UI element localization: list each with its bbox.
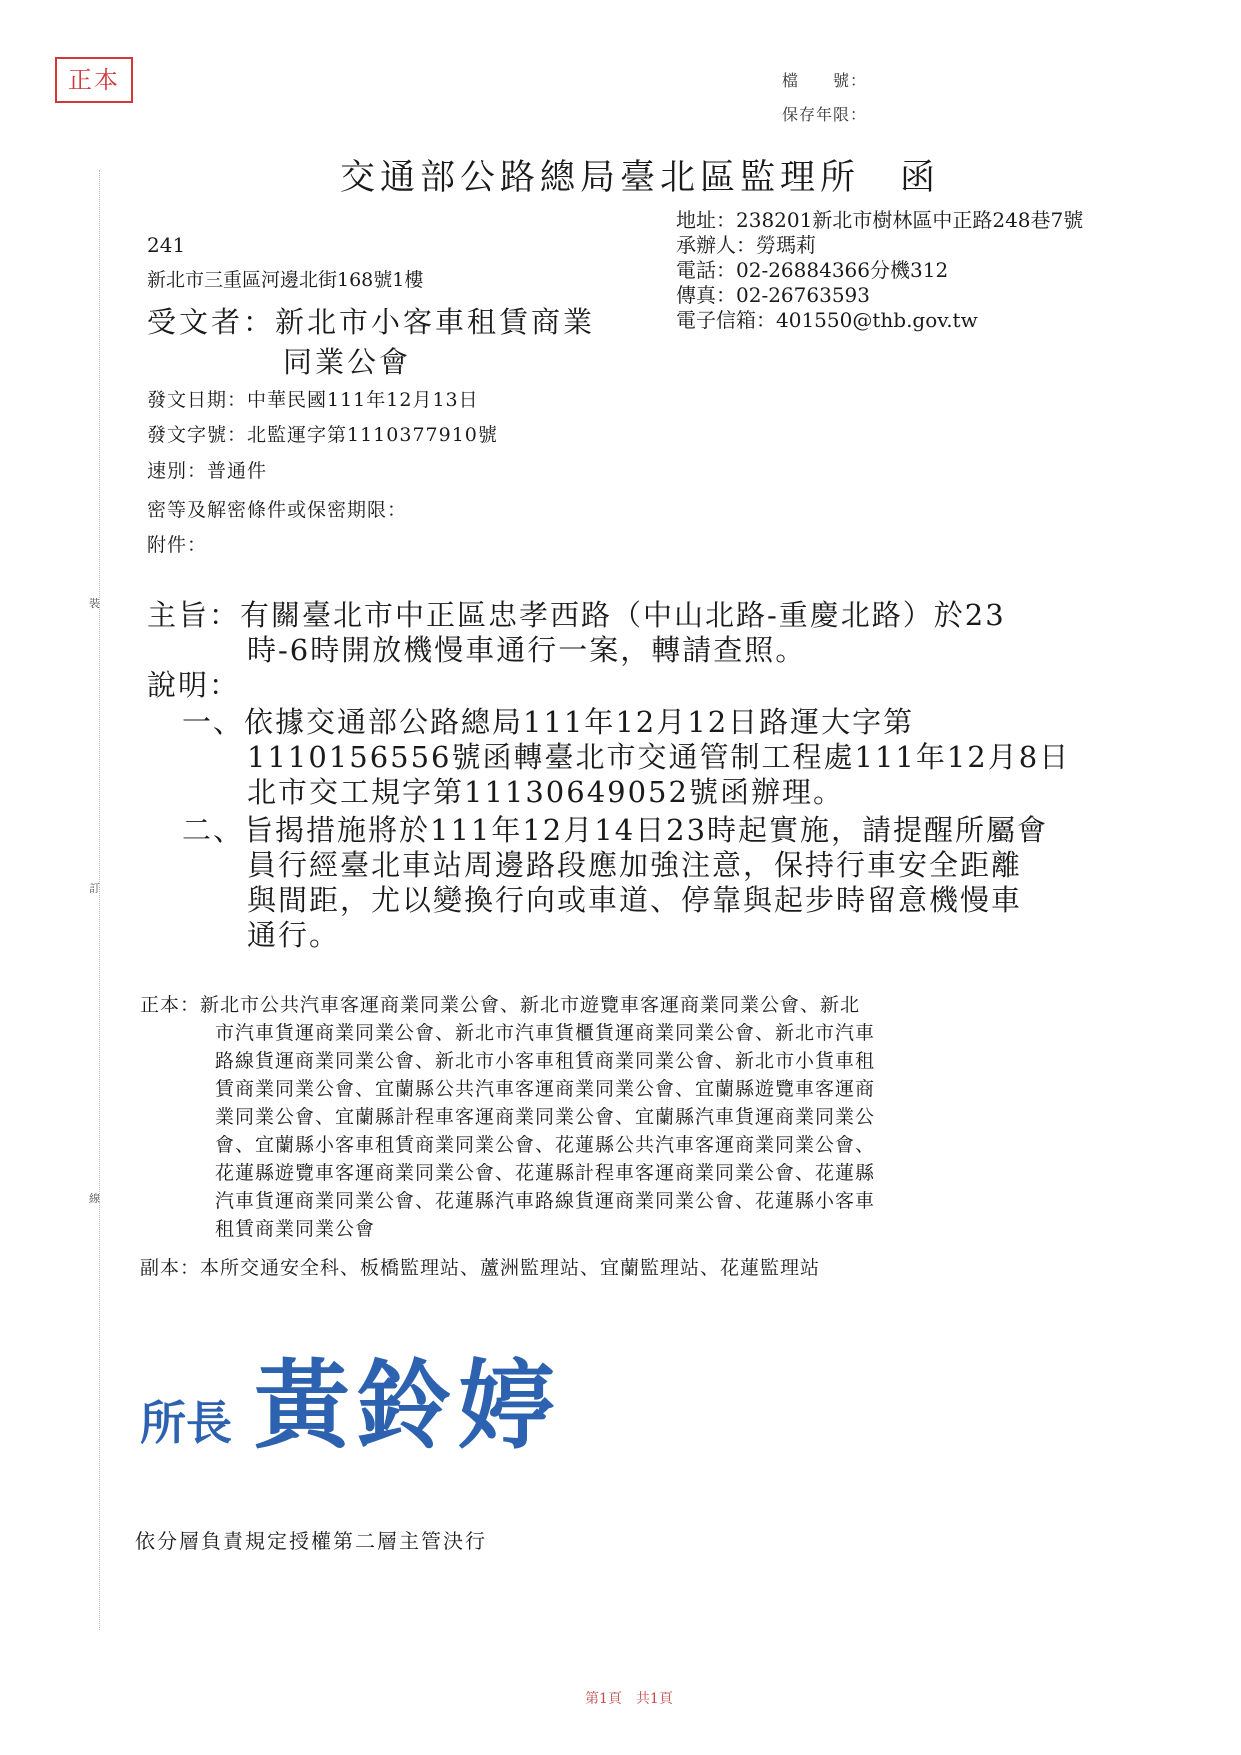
distribution-original-line1: 正本：新北市公共汽車客運商業同業公會、新北市遊覽車客運商業同業公會、新北 bbox=[140, 994, 861, 1016]
sender-officer: 承辦人：勞瑪莉 bbox=[676, 233, 816, 257]
explanation-item1-line1: 一、依據交通部公路總局111年12月12日路運大字第 bbox=[182, 705, 915, 739]
explanation-item2-line1: 二、旨揭措施將於111年12月14日23時起實施，請提醒所屬會 bbox=[182, 813, 1049, 847]
file-number-label: 檔 號： bbox=[782, 71, 868, 90]
priority: 速別：普通件 bbox=[147, 460, 268, 482]
document-title: 交通部公路總局臺北區監理所 函 bbox=[340, 158, 941, 198]
attachment: 附件： bbox=[147, 534, 208, 556]
subject-line1: 主旨：有關臺北市中正區忠孝西路（中山北路-重慶北路）於23 bbox=[147, 598, 1006, 632]
distribution-original-line2: 市汽車貨運商業同業公會、新北市汽車貨櫃貨運商業同業公會、新北市汽車 bbox=[215, 1022, 876, 1044]
issue-date: 發文日期：中華民國111年12月13日 bbox=[147, 389, 479, 411]
binding-mark-ding: 訂 bbox=[89, 882, 100, 895]
distribution-original-line7: 花蓮縣遊覽車客運商業同業公會、花蓮縣計程車客運商業同業公會、花蓮縣 bbox=[215, 1162, 876, 1184]
sender-phone: 電話：02-26884366分機312 bbox=[676, 258, 949, 282]
explanation-item2-line2: 員行經臺北車站周邊路段應加強注意，保持行車安全距離 bbox=[247, 848, 1023, 882]
delegation-note: 依分層負責規定授權第二層主管決行 bbox=[135, 1529, 487, 1553]
page-number: 第1頁 共1頁 bbox=[585, 1691, 673, 1707]
sender-fax: 傳真：02-26763593 bbox=[676, 283, 871, 307]
recipient-name-line2: 同業公會 bbox=[283, 345, 412, 379]
distribution-original-line4: 賃商業同業公會、宜蘭縣公共汽車客運商業同業公會、宜蘭縣遊覽車客運商 bbox=[215, 1078, 876, 1100]
sender-address: 地址：238201新北市樹林區中正路248巷7號 bbox=[676, 208, 1084, 232]
distribution-original-line9: 租賃商業同業公會 bbox=[215, 1218, 376, 1240]
explanation-item2-line3: 與間距，尤以變換行向或車道、停靠與起步時留意機慢車 bbox=[247, 883, 1023, 917]
distribution-copy: 副本：本所交通安全科、板橋監理站、蘆洲監理站、宜蘭監理站、花蓮監理站 bbox=[140, 1257, 821, 1279]
distribution-original-line3: 路線貨運商業同業公會、新北市小客車租賃商業同業公會、新北市小貨車租 bbox=[215, 1050, 876, 1072]
document-number: 發文字號：北監運字第1110377910號 bbox=[147, 424, 498, 446]
signature-title: 所長 bbox=[140, 1396, 232, 1450]
distribution-original-line8: 汽車貨運商業同業公會、花蓮縣汽車路線貨運商業同業公會、花蓮縣小客車 bbox=[215, 1190, 876, 1212]
retention-label: 保存年限： bbox=[782, 105, 868, 124]
explanation-label: 說明： bbox=[147, 668, 241, 702]
explanation-item2-line4: 通行。 bbox=[247, 918, 341, 952]
director-signature bbox=[140, 1330, 560, 1467]
distribution-original-line5: 業同業公會、宜蘭縣計程車客運商業同業公會、宜蘭縣汽車貨運商業同業公 bbox=[215, 1106, 876, 1128]
secrecy-level: 密等及解密條件或保密期限： bbox=[147, 499, 408, 521]
recipient-name-line1: 受文者：新北市小客車租賃商業 bbox=[147, 305, 596, 339]
recipient-postcode: 241 bbox=[147, 233, 186, 257]
distribution-original-line6: 會、宜蘭縣小客車租賃商業同業公會、花蓮縣公共汽車客運商業同業公會、 bbox=[215, 1134, 876, 1156]
sender-email: 電子信箱：401550@thb.gov.tw bbox=[676, 308, 978, 332]
explanation-item1-line2: 1110156556號函轉臺北市交通管制工程處111年12月8日 bbox=[247, 740, 1071, 774]
subject-line2: 時-6時開放機慢車通行一案，轉請查照。 bbox=[247, 633, 807, 667]
original-stamp: 正本 bbox=[55, 57, 133, 103]
explanation-item1-line3: 北市交工規字第11130649052號函辦理。 bbox=[247, 775, 844, 809]
signature-name: 黃鈴婷 bbox=[254, 1349, 560, 1462]
binding-mark-zhuang: 裝 bbox=[89, 597, 100, 610]
recipient-address: 新北市三重區河邊北街168號1樓 bbox=[147, 269, 424, 291]
binding-line bbox=[99, 170, 100, 1630]
binding-mark-xian: 線 bbox=[89, 1192, 100, 1205]
